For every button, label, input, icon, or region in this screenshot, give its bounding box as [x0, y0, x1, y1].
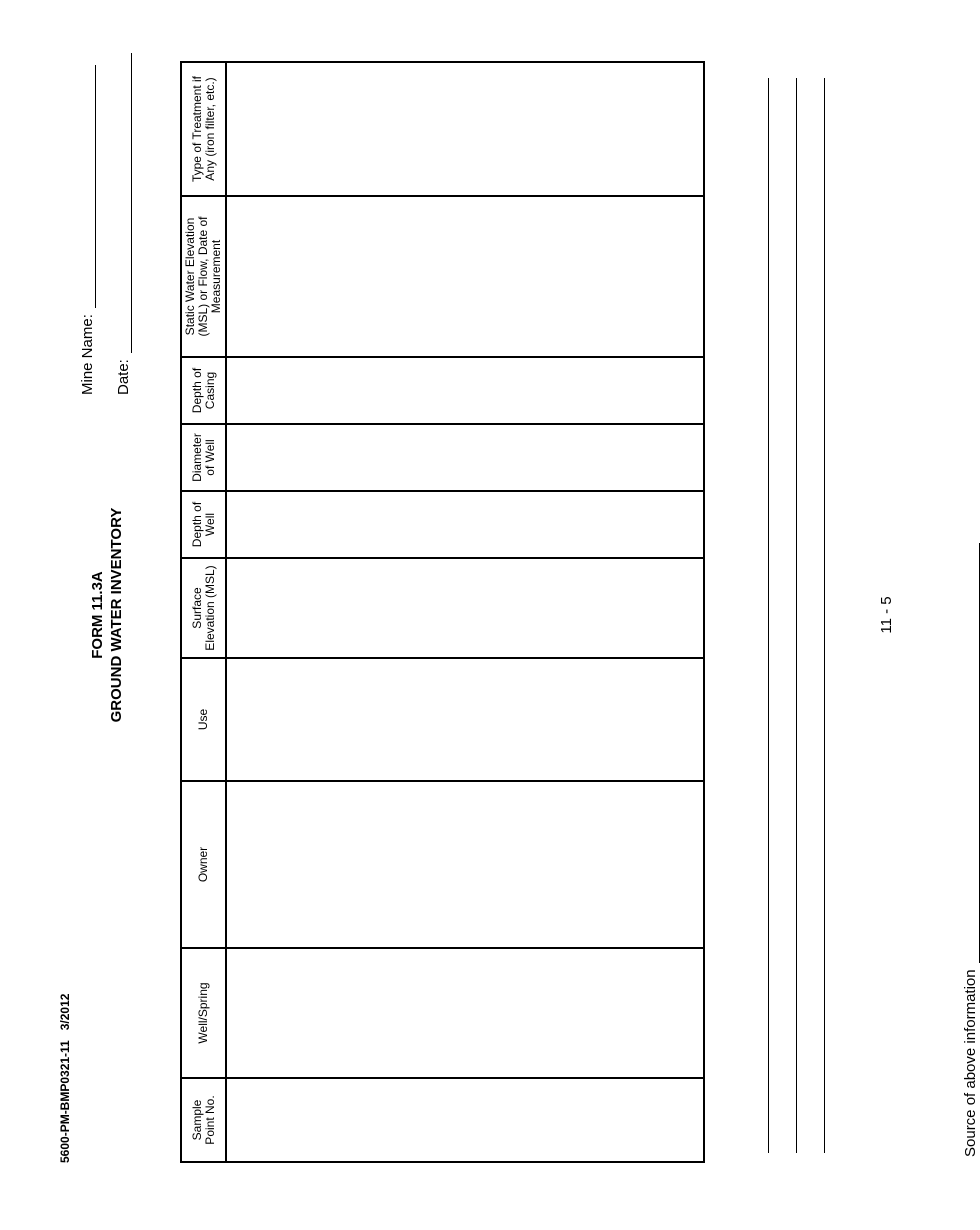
column-header-owner: Owner	[181, 781, 226, 948]
source-label: Source of above information	[962, 969, 979, 1157]
inventory-table	[180, 61, 705, 1163]
column-header-diameter-of-well: Diameter of Well	[181, 424, 226, 491]
column-header-treatment-type: Type of Treatment if Any (iron filter, etc.)	[181, 62, 226, 196]
column-header-well-spring: Well/Spring	[181, 948, 226, 1078]
cell-static-water-elevation[interactable]	[226, 196, 704, 357]
date-label: Date:	[115, 359, 132, 395]
form-number: FORM 11.3A	[89, 571, 106, 659]
mine-name-input-line[interactable]	[80, 65, 96, 308]
cell-owner[interactable]	[226, 781, 704, 948]
mine-name-label: Mine Name:	[79, 314, 96, 395]
column-header-surface-elevation: Surface Elevation (MSL)	[181, 558, 226, 658]
mine-name-field[interactable]	[79, 65, 96, 395]
column-header-depth-of-casing: Depth of Casing	[181, 357, 226, 424]
document-code: 5600-PM-BMP0321-11 3/2012	[58, 993, 72, 1163]
cell-treatment-type[interactable]	[226, 62, 704, 196]
page-number: 11 - 5	[878, 596, 895, 634]
cell-well-spring[interactable]	[226, 948, 704, 1078]
table-row[interactable]	[226, 62, 704, 1162]
source-continuation-line[interactable]	[796, 78, 797, 1153]
cell-sample-point[interactable]	[226, 1078, 704, 1162]
form-title: GROUND WATER INVENTORY	[108, 507, 125, 723]
date-input-line[interactable]	[116, 53, 132, 353]
column-header-static-water-elevation: Static Water Elevation (MSL) or Flow, Date of Measurement	[181, 196, 226, 357]
source-continuation-line[interactable]	[824, 78, 825, 1153]
cell-diameter-of-well[interactable]	[226, 424, 704, 491]
column-header-sample-point: Sample Point No.	[181, 1078, 226, 1162]
cell-depth-of-casing[interactable]	[226, 357, 704, 424]
table-header-row	[181, 62, 226, 1162]
source-continuation-line[interactable]	[768, 78, 769, 1153]
cell-surface-elevation[interactable]	[226, 558, 704, 658]
date-field[interactable]	[115, 53, 132, 395]
cell-depth-of-well[interactable]	[226, 491, 704, 558]
cell-use[interactable]	[226, 658, 704, 781]
source-field[interactable]	[962, 543, 980, 1157]
column-header-use: Use	[181, 658, 226, 781]
column-header-depth-of-well: Depth of Well	[181, 491, 226, 558]
